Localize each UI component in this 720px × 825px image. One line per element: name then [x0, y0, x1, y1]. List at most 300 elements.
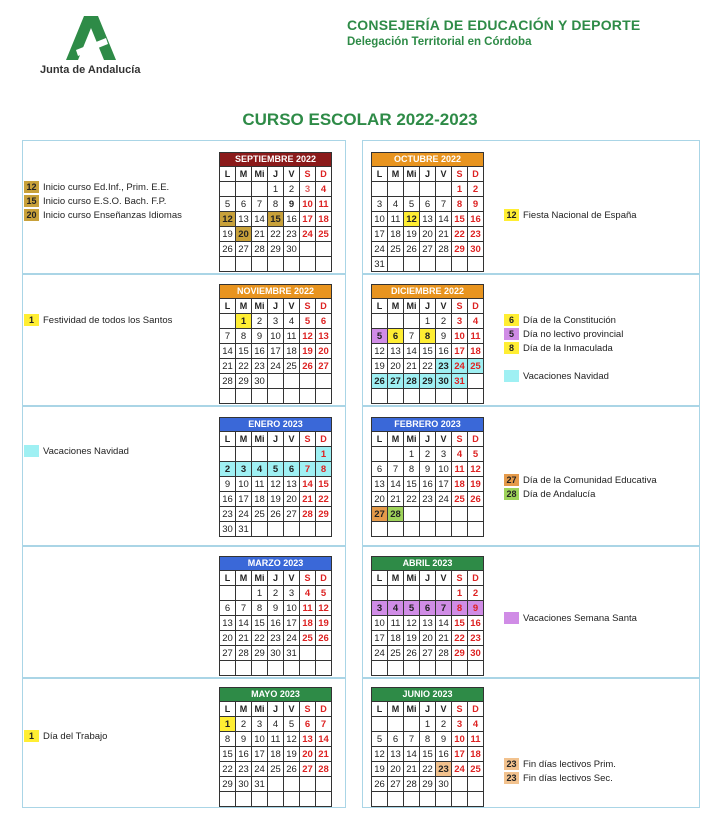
day-cell: 30 — [436, 777, 452, 792]
weekday-header: D — [468, 432, 484, 447]
legend-swatch: 1 — [24, 314, 39, 326]
empty-cell — [236, 447, 252, 462]
day-cell: 23 — [284, 227, 300, 242]
day-cell: 31 — [252, 777, 268, 792]
day-cell: 29 — [316, 507, 332, 522]
empty-cell — [436, 389, 452, 404]
day-cell: 15 — [252, 616, 268, 631]
day-cell: 18 — [452, 477, 468, 492]
day-cell: 20 — [284, 492, 300, 507]
day-cell: 3 — [372, 197, 388, 212]
legend-text: Fin días lectivos Prim. — [523, 758, 616, 770]
day-cell: 24 — [436, 492, 452, 507]
weekday-header: S — [300, 432, 316, 447]
weekday-header: Mi — [404, 571, 420, 586]
day-cell: 21 — [316, 747, 332, 762]
empty-cell — [468, 522, 484, 537]
day-cell: 18 — [388, 631, 404, 646]
day-cell: 25 — [468, 359, 484, 374]
empty-cell — [404, 522, 420, 537]
legend-item — [24, 445, 129, 457]
empty-cell — [436, 507, 452, 522]
day-cell: 18 — [468, 344, 484, 359]
empty-cell — [268, 374, 284, 389]
weekday-header: S — [452, 432, 468, 447]
day-cell: 11 — [388, 212, 404, 227]
legend-item — [24, 181, 169, 193]
month-calendar — [371, 152, 484, 272]
day-cell: 28 — [252, 242, 268, 257]
day-cell: 20 — [388, 762, 404, 777]
logo-text: Junta de Andalucía — [40, 64, 141, 76]
day-cell: 24 — [300, 227, 316, 242]
day-cell: 19 — [372, 359, 388, 374]
day-cell: 19 — [300, 344, 316, 359]
day-cell: 28 — [404, 777, 420, 792]
empty-cell — [452, 661, 468, 676]
day-cell: 16 — [252, 344, 268, 359]
empty-cell — [388, 522, 404, 537]
day-cell: 8 — [236, 329, 252, 344]
day-cell: 7 — [316, 717, 332, 732]
day-cell: 13 — [388, 344, 404, 359]
legend-swatch — [504, 370, 519, 382]
empty-cell — [284, 257, 300, 272]
weekday-header: J — [268, 571, 284, 586]
day-cell: 11 — [388, 616, 404, 631]
day-cell: 7 — [404, 732, 420, 747]
weekday-header: M — [388, 432, 404, 447]
day-cell: 16 — [284, 212, 300, 227]
legend-item — [24, 314, 172, 326]
day-cell: 3 — [452, 717, 468, 732]
weekday-header: V — [436, 299, 452, 314]
weekday-header: L — [372, 702, 388, 717]
weekday-header: S — [452, 299, 468, 314]
legend-item — [504, 612, 637, 624]
empty-cell — [388, 792, 404, 807]
day-cell: 30 — [284, 242, 300, 257]
empty-cell — [284, 447, 300, 462]
day-cell: 20 — [388, 359, 404, 374]
weekday-header: Mi — [404, 167, 420, 182]
empty-cell — [220, 586, 236, 601]
weekday-header: D — [468, 702, 484, 717]
day-cell: 15 — [420, 747, 436, 762]
day-cell: 15 — [452, 212, 468, 227]
empty-cell — [300, 522, 316, 537]
day-cell: 21 — [220, 359, 236, 374]
day-cell: 6 — [420, 197, 436, 212]
empty-cell — [372, 586, 388, 601]
legend-text: Festividad de todos los Santos — [43, 314, 173, 326]
day-cell: 2 — [252, 314, 268, 329]
day-cell: 25 — [388, 646, 404, 661]
legend-swatch: 23 — [504, 772, 519, 784]
weekday-header: L — [220, 432, 236, 447]
day-cell: 28 — [220, 374, 236, 389]
day-cell: 29 — [452, 242, 468, 257]
day-cell: 28 — [436, 242, 452, 257]
day-cell: 27 — [420, 242, 436, 257]
day-cell: 9 — [284, 197, 300, 212]
day-cell: 5 — [284, 717, 300, 732]
day-cell: 20 — [420, 631, 436, 646]
day-cell: 2 — [284, 182, 300, 197]
day-cell: 6 — [372, 462, 388, 477]
day-cell: 10 — [284, 601, 300, 616]
weekday-header: D — [316, 571, 332, 586]
month-title: FEBRERO 2023 — [372, 418, 484, 432]
empty-cell — [252, 661, 268, 676]
legend-text: Inicio curso Ed.Inf., Prim. E.E. — [43, 181, 170, 193]
day-cell: 23 — [236, 762, 252, 777]
legend-item — [504, 314, 616, 326]
day-cell: 15 — [268, 212, 284, 227]
weekday-header: M — [388, 299, 404, 314]
weekday-header: Mi — [252, 571, 268, 586]
day-cell: 13 — [388, 747, 404, 762]
legend-text: Fiesta Nacional de España — [523, 209, 637, 221]
day-cell: 10 — [372, 616, 388, 631]
empty-cell — [436, 257, 452, 272]
day-cell: 12 — [284, 732, 300, 747]
empty-cell — [372, 314, 388, 329]
day-cell: 7 — [436, 601, 452, 616]
day-cell: 12 — [300, 329, 316, 344]
day-cell: 22 — [236, 359, 252, 374]
weekday-header: Mi — [404, 432, 420, 447]
day-cell: 13 — [316, 329, 332, 344]
empty-cell — [452, 522, 468, 537]
day-cell: 1 — [268, 182, 284, 197]
weekday-header: M — [236, 571, 252, 586]
empty-cell — [372, 522, 388, 537]
empty-cell — [268, 792, 284, 807]
day-cell: 2 — [268, 586, 284, 601]
day-cell: 7 — [300, 462, 316, 477]
day-cell: 7 — [236, 601, 252, 616]
empty-cell — [284, 661, 300, 676]
day-cell: 27 — [300, 762, 316, 777]
empty-cell — [284, 374, 300, 389]
empty-cell — [420, 792, 436, 807]
day-cell: 26 — [300, 359, 316, 374]
empty-cell — [236, 257, 252, 272]
weekday-header: S — [452, 167, 468, 182]
day-cell: 28 — [316, 762, 332, 777]
day-cell: 7 — [220, 329, 236, 344]
month-calendar — [219, 284, 332, 404]
day-cell: 1 — [404, 447, 420, 462]
day-cell: 23 — [220, 507, 236, 522]
legend-text: Día de la Comunidad Educativa — [523, 474, 657, 486]
day-cell: 12 — [372, 344, 388, 359]
weekday-header: J — [420, 167, 436, 182]
month-calendar — [371, 417, 484, 537]
empty-cell — [468, 257, 484, 272]
empty-cell — [252, 257, 268, 272]
empty-cell — [404, 717, 420, 732]
empty-cell — [300, 792, 316, 807]
empty-cell — [236, 389, 252, 404]
weekday-header: V — [436, 432, 452, 447]
day-cell: 26 — [468, 492, 484, 507]
weekday-header: M — [388, 702, 404, 717]
empty-cell — [316, 646, 332, 661]
empty-cell — [452, 792, 468, 807]
weekday-header: J — [420, 299, 436, 314]
day-cell: 10 — [268, 329, 284, 344]
empty-cell — [468, 661, 484, 676]
day-cell: 5 — [404, 197, 420, 212]
day-cell: 1 — [316, 447, 332, 462]
day-cell: 21 — [300, 492, 316, 507]
day-cell: 23 — [252, 359, 268, 374]
legend-text: Día del Trabajo — [43, 730, 108, 742]
month-title: ENERO 2023 — [220, 418, 332, 432]
day-cell: 6 — [236, 197, 252, 212]
day-cell: 24 — [372, 646, 388, 661]
empty-cell — [236, 586, 252, 601]
weekday-header: V — [436, 702, 452, 717]
empty-cell — [300, 374, 316, 389]
day-cell: 30 — [468, 646, 484, 661]
month-calendar — [219, 152, 332, 272]
day-cell: 13 — [284, 477, 300, 492]
month-title: OCTUBRE 2022 — [372, 153, 484, 167]
day-cell: 22 — [420, 762, 436, 777]
day-cell: 17 — [452, 344, 468, 359]
day-cell: 17 — [284, 616, 300, 631]
empty-cell — [420, 257, 436, 272]
day-cell: 30 — [236, 777, 252, 792]
day-cell: 5 — [404, 601, 420, 616]
empty-cell — [252, 522, 268, 537]
day-cell: 29 — [236, 374, 252, 389]
day-cell: 7 — [388, 462, 404, 477]
day-cell: 11 — [468, 329, 484, 344]
day-cell: 5 — [220, 197, 236, 212]
day-cell: 14 — [300, 477, 316, 492]
day-cell: 4 — [452, 447, 468, 462]
day-cell: 22 — [268, 227, 284, 242]
day-cell: 26 — [372, 374, 388, 389]
day-cell: 19 — [404, 631, 420, 646]
day-cell: 11 — [252, 477, 268, 492]
legend-item — [504, 370, 609, 382]
day-cell: 27 — [388, 777, 404, 792]
day-cell: 25 — [300, 631, 316, 646]
day-cell: 15 — [220, 747, 236, 762]
empty-cell — [220, 661, 236, 676]
day-cell: 21 — [388, 492, 404, 507]
empty-cell — [404, 182, 420, 197]
empty-cell — [468, 777, 484, 792]
day-cell: 27 — [220, 646, 236, 661]
weekday-header: S — [452, 702, 468, 717]
day-cell: 24 — [372, 242, 388, 257]
day-cell: 16 — [220, 492, 236, 507]
weekday-header: D — [468, 167, 484, 182]
day-cell: 17 — [436, 477, 452, 492]
weekday-header: V — [436, 167, 452, 182]
day-cell: 26 — [372, 777, 388, 792]
weekday-header: L — [220, 299, 236, 314]
empty-cell — [268, 777, 284, 792]
day-cell: 18 — [268, 747, 284, 762]
day-cell: 7 — [404, 329, 420, 344]
legend-item — [24, 730, 107, 742]
day-cell: 5 — [372, 732, 388, 747]
legend-text: Día de Andalucía — [523, 488, 596, 500]
day-cell: 19 — [268, 492, 284, 507]
empty-cell — [300, 646, 316, 661]
day-cell: 20 — [300, 747, 316, 762]
day-cell: 14 — [236, 616, 252, 631]
day-cell: 11 — [452, 462, 468, 477]
day-cell: 6 — [388, 329, 404, 344]
weekday-header: S — [300, 571, 316, 586]
day-cell: 20 — [420, 227, 436, 242]
day-cell: 29 — [268, 242, 284, 257]
day-cell: 28 — [388, 507, 404, 522]
legend-swatch: 5 — [504, 328, 519, 340]
day-cell: 4 — [468, 717, 484, 732]
day-cell: 17 — [268, 344, 284, 359]
empty-cell — [388, 586, 404, 601]
day-cell: 11 — [468, 732, 484, 747]
day-cell: 15 — [452, 616, 468, 631]
day-cell: 14 — [404, 747, 420, 762]
day-cell: 30 — [220, 522, 236, 537]
empty-cell — [316, 374, 332, 389]
empty-cell — [420, 586, 436, 601]
day-cell: 9 — [436, 329, 452, 344]
day-cell: 8 — [452, 197, 468, 212]
day-cell: 3 — [284, 586, 300, 601]
legend-swatch: 20 — [24, 209, 39, 221]
day-cell: 10 — [252, 732, 268, 747]
day-cell: 19 — [404, 227, 420, 242]
legend-item — [24, 195, 166, 207]
day-cell: 19 — [372, 762, 388, 777]
empty-cell — [372, 717, 388, 732]
day-cell: 25 — [452, 492, 468, 507]
day-cell: 27 — [420, 646, 436, 661]
empty-cell — [388, 314, 404, 329]
weekday-header: L — [220, 571, 236, 586]
empty-cell — [252, 447, 268, 462]
day-cell: 7 — [436, 197, 452, 212]
day-cell: 29 — [420, 374, 436, 389]
day-cell: 3 — [452, 314, 468, 329]
legend-text: Vacaciones Navidad — [523, 370, 609, 382]
legend-swatch: 12 — [24, 181, 39, 193]
day-cell: 8 — [316, 462, 332, 477]
day-cell: 18 — [468, 747, 484, 762]
day-cell: 23 — [268, 631, 284, 646]
day-cell: 1 — [452, 586, 468, 601]
day-cell: 25 — [252, 507, 268, 522]
empty-cell — [404, 314, 420, 329]
month-calendar — [371, 687, 484, 807]
day-cell: 31 — [452, 374, 468, 389]
day-cell: 1 — [236, 314, 252, 329]
weekday-header: D — [316, 167, 332, 182]
day-cell: 16 — [468, 212, 484, 227]
day-cell: 18 — [316, 212, 332, 227]
day-cell: 27 — [284, 507, 300, 522]
day-cell: 18 — [388, 227, 404, 242]
empty-cell — [316, 777, 332, 792]
empty-cell — [388, 257, 404, 272]
empty-cell — [388, 447, 404, 462]
empty-cell — [220, 447, 236, 462]
empty-cell — [268, 522, 284, 537]
empty-cell — [420, 389, 436, 404]
empty-cell — [404, 257, 420, 272]
day-cell: 20 — [372, 492, 388, 507]
weekday-header: J — [268, 299, 284, 314]
weekday-header: Mi — [404, 299, 420, 314]
empty-cell — [220, 182, 236, 197]
legend-swatch: 12 — [504, 209, 519, 221]
day-cell: 14 — [316, 732, 332, 747]
empty-cell — [404, 792, 420, 807]
course-title: CURSO ESCOLAR 2022-2023 — [242, 110, 478, 129]
org-subtitle: Delegación Territorial en Córdoba — [347, 36, 532, 48]
empty-cell — [252, 792, 268, 807]
empty-cell — [236, 182, 252, 197]
day-cell: 28 — [236, 646, 252, 661]
empty-cell — [436, 182, 452, 197]
day-cell: 23 — [436, 762, 452, 777]
day-cell: 17 — [372, 631, 388, 646]
day-cell: 15 — [404, 477, 420, 492]
legend-swatch: 27 — [504, 474, 519, 486]
day-cell: 22 — [252, 631, 268, 646]
empty-cell — [420, 507, 436, 522]
day-cell: 16 — [436, 344, 452, 359]
weekday-header: D — [468, 571, 484, 586]
day-cell: 24 — [252, 762, 268, 777]
day-cell: 5 — [468, 447, 484, 462]
day-cell: 2 — [236, 717, 252, 732]
day-cell: 31 — [372, 257, 388, 272]
empty-cell — [300, 257, 316, 272]
day-cell: 24 — [452, 359, 468, 374]
day-cell: 2 — [436, 717, 452, 732]
day-cell: 3 — [436, 447, 452, 462]
day-cell: 1 — [220, 717, 236, 732]
day-cell: 8 — [420, 732, 436, 747]
day-cell: 30 — [436, 374, 452, 389]
day-cell: 14 — [404, 344, 420, 359]
legend-swatch: 8 — [504, 342, 519, 354]
day-cell: 4 — [388, 197, 404, 212]
day-cell: 24 — [236, 507, 252, 522]
day-cell: 28 — [436, 646, 452, 661]
empty-cell — [372, 447, 388, 462]
legend-item — [24, 209, 182, 221]
day-cell: 9 — [436, 732, 452, 747]
day-cell: 27 — [372, 507, 388, 522]
day-cell: 19 — [316, 616, 332, 631]
empty-cell — [468, 792, 484, 807]
weekday-header: D — [468, 299, 484, 314]
empty-cell — [316, 242, 332, 257]
